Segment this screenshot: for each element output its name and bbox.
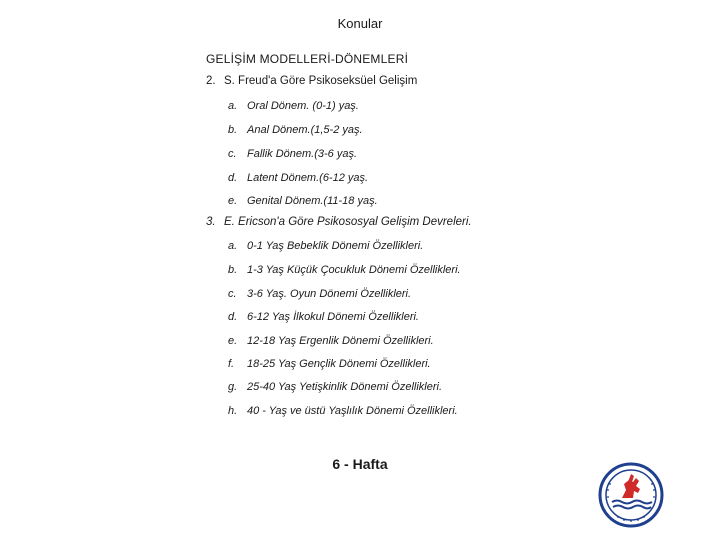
university-seal-icon [598, 462, 664, 528]
item-letter: c. [228, 288, 237, 300]
item-letter: h. [228, 405, 238, 417]
section-number: 3. [206, 216, 216, 228]
item-text: Anal Dönem.(1,5-2 yaş. [247, 124, 363, 136]
section-number: 2. [206, 75, 216, 87]
item-text: 12-18 Yaş Ergenlik Dönemi Özellikleri. [247, 335, 434, 347]
item-text: Latent Dönem.(6-12 yaş. [247, 172, 369, 184]
item-letter: a. [228, 100, 238, 112]
item-text: 3-6 Yaş. Oyun Dönemi Özellikleri. [247, 288, 412, 300]
week-label: 6 - Hafta [332, 456, 388, 472]
section-title: E. Ericson'a Göre Psikososyal Gelişim Devreleri. [224, 216, 472, 228]
item-text: 6-12 Yaş İlkokul Dönemi Özellikleri. [247, 311, 419, 323]
list-item [228, 381, 442, 393]
list-item [228, 124, 363, 136]
list-item [228, 240, 423, 252]
item-letter: g. [228, 381, 238, 393]
item-text: 18-25 Yaş Gençlik Dönemi Özellikleri. [247, 358, 431, 370]
item-letter: e. [228, 195, 238, 207]
item-text: Genital Dönem.(11-18 yaş. [247, 195, 378, 207]
item-text: 40 - Yaş ve üstü Yaşlılık Dönemi Özellikleri. [247, 405, 458, 417]
item-text: Oral Dönem. (0-1) yaş. [247, 100, 359, 112]
item-letter: c. [228, 148, 237, 160]
list-item [228, 335, 434, 347]
list-item [228, 405, 458, 417]
list-item [228, 311, 419, 323]
item-text: 25-40 Yaş Yetişkinlik Dönemi Özellikleri. [247, 381, 443, 393]
list-item [228, 148, 357, 160]
item-letter: f. [228, 358, 235, 370]
item-text: 0-1 Yaş Bebeklik Dönemi Özellikleri. [247, 240, 424, 252]
slide-title: Konular [337, 16, 383, 31]
list-item [228, 288, 411, 300]
list-item [228, 264, 461, 276]
section-heading: GELİŞİM MODELLERİ-DÖNEMLERİ [206, 52, 409, 66]
item-letter: a. [228, 240, 238, 252]
item-letter: d. [228, 172, 238, 184]
item-letter: b. [228, 124, 238, 136]
section-title: S. Freud'a Göre Psikoseksüel Gelişim [224, 75, 418, 87]
list-item [228, 172, 368, 184]
item-text: Fallik Dönem.(3-6 yaş. [247, 148, 358, 160]
item-letter: b. [228, 264, 238, 276]
list-item [228, 195, 378, 207]
item-letter: e. [228, 335, 238, 347]
item-text: 1-3 Yaş Küçük Çocukluk Dönemi Özellikleri. [247, 264, 461, 276]
list-item [228, 358, 431, 370]
item-letter: d. [228, 311, 238, 323]
section-ericson [206, 216, 472, 228]
list-item [228, 100, 359, 112]
section-freud [206, 75, 417, 87]
